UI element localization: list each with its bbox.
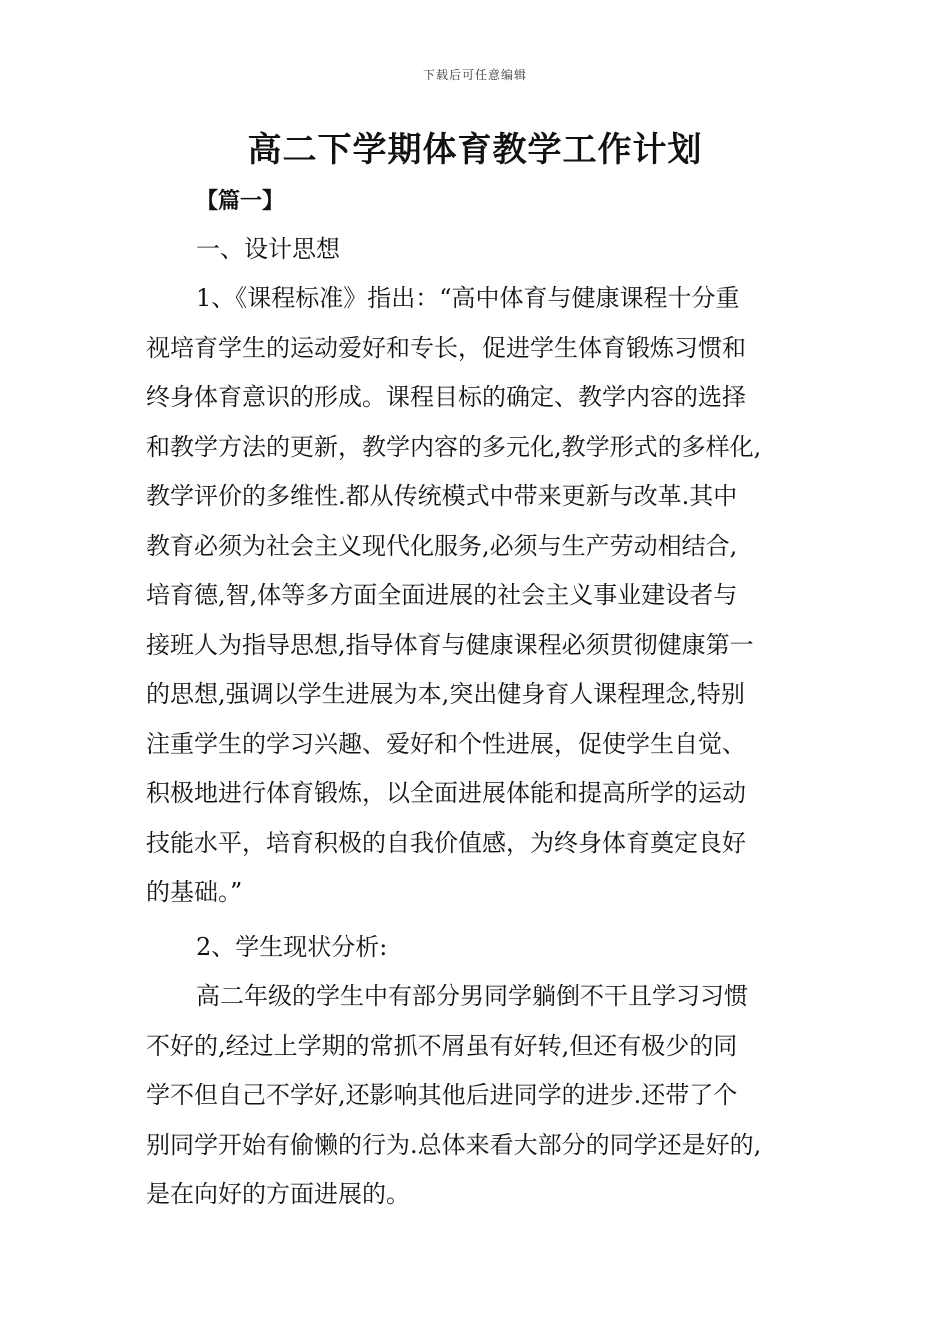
paragraph-line: 不好的,经过上学期的常抓不屑虽有好转,但还有极少的同 [146, 1031, 738, 1060]
paragraph-line: 教育必须为社会主义现代化服务,必须与生产劳动相结合, [146, 531, 738, 560]
paragraph-line: 接班人为指导思想,指导体育与健康课程必须贯彻健康第一 [146, 630, 754, 659]
paragraph-line: 的思想,强调以学生进展为本,突出健身育人课程理念,特别 [146, 680, 745, 708]
heading-design-thoughts: 一、设计思想 [196, 235, 340, 263]
paragraph-line: 教学评价的多维性.都从传统模式中带来更新与改革.其中 [146, 482, 738, 510]
heading-student-analysis: 2、学生现状分析: [196, 933, 388, 961]
paragraph-line: 1、《课程标准》指出：“高中体育与健康课程十分重 [196, 284, 740, 312]
paragraph-line: 高二年级的学生中有部分男同学躺倒不干且学习习惯 [196, 982, 748, 1010]
paragraph-line: 的基础。” [146, 878, 243, 906]
paragraph-line: 注重学生的学习兴趣、爱好和个性进展，促使学生自觉、 [146, 729, 746, 758]
paragraph-line: 是在向好的方面进展的。 [146, 1180, 410, 1208]
section-label: 【篇一】 [196, 188, 285, 214]
paragraph-line: 视培育学生的运动爱好和专长，促进学生体育锻炼习惯和 [146, 333, 746, 362]
paragraph-line: 积极地进行体育锻炼，以全面进展体能和提高所学的运动 [146, 779, 746, 807]
paragraph-line: 和教学方法的更新，教学内容的多元化,教学形式的多样化, [146, 432, 762, 461]
header-note: 下载后可任意编辑 [422, 68, 527, 82]
paragraph-line: 学不但自己不学好,还影响其他后进同学的进步.还带了个 [146, 1081, 738, 1109]
paragraph-line: 培育德,智,体等多方面全面进展的社会主义事业建设者与 [146, 581, 738, 609]
paragraph-curriculum-standard [146, 274, 816, 918]
paragraph-line: 技能水平，培育积极的自我价值感，为终身体育奠定良好 [146, 828, 746, 857]
paragraph-student-status [146, 972, 816, 1220]
paragraph-line: 别同学开始有偷懒的行为.总体来看大部分的同学还是好的, [146, 1130, 762, 1159]
document-title: 高二下学期体育教学工作计划 [247, 130, 703, 170]
paragraph-line: 终身体育意识的形成。课程目标的确定、教学内容的选择 [146, 383, 746, 411]
